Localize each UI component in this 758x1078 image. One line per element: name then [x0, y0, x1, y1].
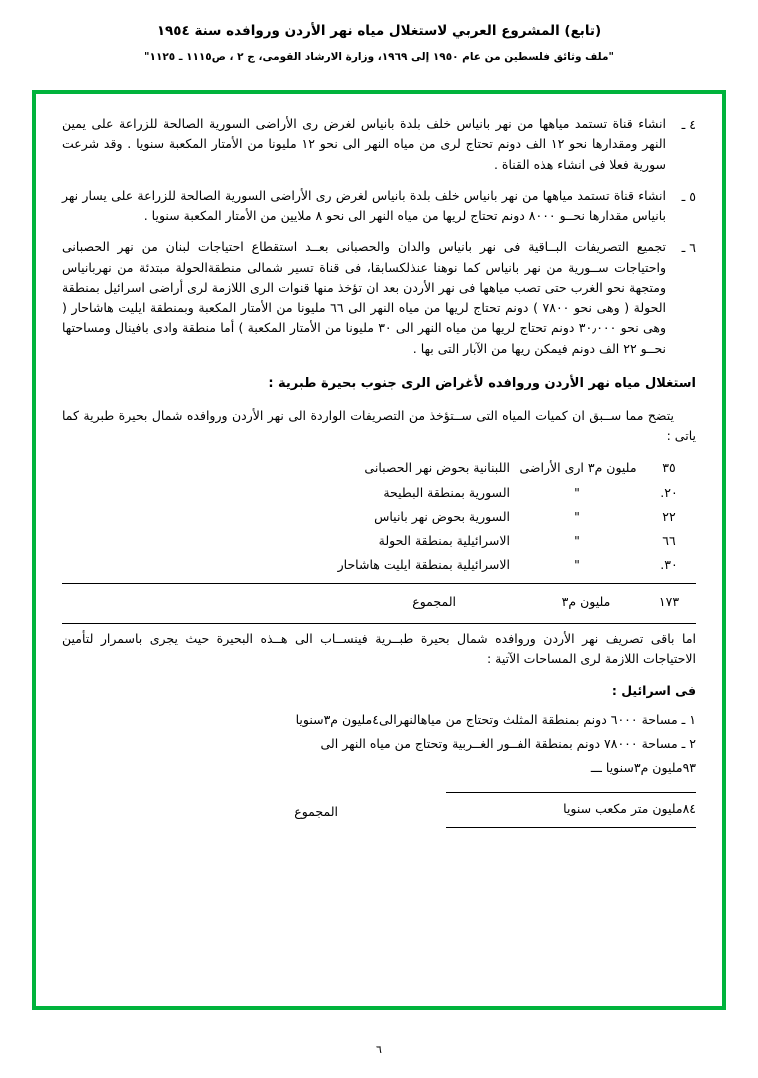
- table-divider: [62, 583, 696, 584]
- list-item-marker: ٦ ـ: [681, 240, 696, 256]
- final-total-label: المجموع: [294, 803, 338, 819]
- table-cell-unit: ": [574, 508, 582, 524]
- page-number: ٦: [376, 1043, 382, 1056]
- page-title: (تابع) المشروع العربي لاستغلال مياه نهر الأردن وروافده سنة ١٩٥٤: [156, 23, 602, 39]
- list-item: [62, 237, 696, 359]
- table-row: [62, 553, 696, 577]
- total-unit: مليون م٣: [561, 593, 611, 609]
- table-cell-label: الاسرائيلية بمنطقة ايليت هاشاحار: [337, 557, 510, 573]
- table-cell-amount: ٦٦: [662, 533, 676, 549]
- total-amount: ١٧٣: [658, 593, 680, 609]
- final-divider-top: [446, 792, 696, 793]
- table-cell-label: السورية بمنطقة البطيحة: [383, 484, 510, 500]
- section-heading: استغلال مياه نهر الأردن وروافده لأغراض الرى جنوب بحيرة طبرية :: [268, 375, 696, 391]
- table-row: [62, 456, 696, 480]
- table-cell-unit: مليون م٣ ارى الأراضى: [519, 460, 637, 476]
- table-divider-bottom: [62, 623, 696, 624]
- after-table-paragraph: اما باقى تصريف نهر الأردن وروافده شمال بحيرة طبــرية فينســاب الى هــذه البحيرة حيث يجرى باسمرار لتأمين الاحتياجات اللازمة لرى المساحات الآتية :: [62, 630, 696, 667]
- list-item-text: انشاء قناة تستمد مياهها من نهر بانياس خلف بلدة بانياس لغرض رى الأراضى السورية الصالحة للزراعة على يسار نهر بانياس مقدارها نحــو ٨٠٠٠ دونم تحتاج لريها من مياه النهر الى نحو ٨ ملايين من الأمتار المكعبة سنويا .: [62, 187, 666, 223]
- table-cell-amount: ٢٠.: [660, 484, 678, 500]
- list-item-marker: ٤ ـ: [681, 117, 696, 132]
- list-item: ١ ـ مساحة ٦٠٠٠ دونم بمنطقة المثلث وتحتاج من مياهالنهرالى٤مليون م٣سنويا: [295, 711, 696, 727]
- list-item: [62, 114, 696, 175]
- list-item-marker: ٥ ـ: [681, 188, 696, 204]
- table-cell-label: الاسرائيلية بمنطقة الحولة: [378, 533, 510, 549]
- list-item-text: انشاء قناة تستمد مياهها من نهر بانياس خلف بلدة بانياس لغرض رى الأراضى السورية الصالحة للزراعة على يمين النهر ومقدارها نحو ١٢ الف دونم تحتاج لرى من مياه النهر الى نحو ١٢ مليونا من الأمتار المكعبة سنويا . وقد شرعت سورية فعلا فى انشاء هذه القناة .: [62, 116, 666, 172]
- total-label: المجموع: [412, 593, 456, 609]
- list-item-text: تجميع التصريفات البــاقية فى نهر بانياس والدان والحصبانى بعــد استقطاع احتياجات لبنان من نهر الحصبانى واحتياجات ســورية من نهر بانياس كما نوهنا عنذلكسابقا، فى قناة تسير شمالى منطقةالحولة مبتدئة من نهربانياس ومتجهة نحو الغرب حتى تصب مياهها فى نهر الأردن بعد ان تؤخذ منها قنوات الرى اللازمة لرى أراضى اسرائيل بمنطقة الحولة ( وهى نحو ٧٨٠٠ ) دونم تحتاج لريها من مياه النهر الى ٦٦ مليونا من الأمتار المكعبة وبمنطقة ايليت هاشاحار ( وهى نحو ٣٠٫٠٠٠ دونم تحتاج لريها من مياه النهر الى ٣٠ مليونا من الأمتار المكعبة ) أما منطقة وادى بافينال ومساحتها نحــو ٢٢ الف دونم فيمكن ريها من الآبار التى بها .: [62, 239, 667, 356]
- water-figures-table: [62, 456, 696, 577]
- page-footer: [0, 1043, 758, 1056]
- list-item-continuation: ٩٣مليون م٣سنويا ـــ: [590, 759, 696, 775]
- table-cell-unit: ": [574, 557, 582, 573]
- document-body: [62, 114, 696, 996]
- table-cell-amount: ٢٢: [662, 508, 676, 524]
- final-total-value-box: [446, 792, 696, 828]
- section-intro-paragraph: يتضح مما ســبق ان كميات المياه التى ســتؤخذ من التصريفات الواردة الى نهر الأردن وروافده شمال بحيرة طبرية كما ياتى :: [62, 407, 696, 444]
- table-total-row: [62, 589, 696, 618]
- table-cell-label: اللبنانية بحوض نهر الحصبانى: [364, 460, 510, 476]
- table-cell-label: السورية بحوض نهر بانياس: [374, 508, 510, 524]
- table-cell-unit: ": [574, 484, 582, 500]
- page-header: [0, 0, 758, 65]
- list-item: ٢ ـ مساحة ٧٨٠٠٠ دونم بمنطقة الفــور الغــربية وتحتاج من مياه النهر الى: [320, 735, 696, 751]
- table-row: [62, 529, 696, 553]
- content-frame: [32, 90, 726, 1010]
- page-source-note: "ملف وثائق فلسطين من عام ١٩٥٠ إلى ١٩٦٩، وزارة الارشاد القومى، ج ٢ ، ص١١١٥ ـ ١١٢٥": [144, 50, 614, 63]
- table-cell-unit: ": [574, 533, 582, 549]
- table-row: [62, 505, 696, 529]
- final-total-value: ٨٤مليون متر مكعب سنويا: [563, 800, 696, 816]
- table-row: [62, 481, 696, 505]
- final-total-block: [62, 792, 696, 828]
- table-cell-amount: ٣٠.: [660, 557, 678, 573]
- table-cell-amount: ٣٥: [662, 460, 676, 476]
- subsection-heading: فى اسرائيل :: [611, 683, 696, 699]
- list-item: [62, 186, 696, 227]
- final-divider-bottom: [446, 827, 696, 828]
